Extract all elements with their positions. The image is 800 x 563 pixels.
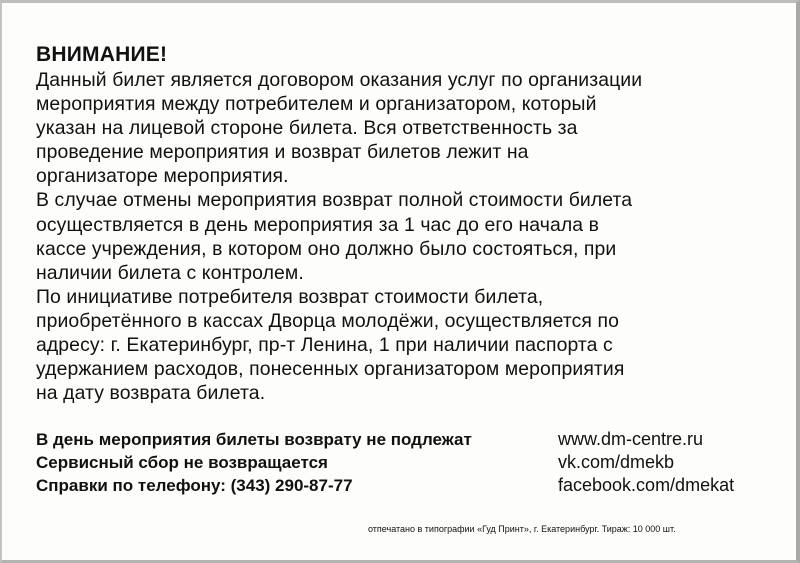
text-line: По инициативе потребителя возврат стоимости билета,	[36, 285, 544, 308]
text-line: указан на лицевой стороне билета. Вся ответственность за	[36, 117, 578, 140]
facebook-link[interactable]: facebook.com/dmekat	[558, 475, 735, 495]
website-link[interactable]: www.dm-centre.ru	[558, 429, 704, 449]
paragraph-cancellation	[36, 188, 766, 284]
text-line: кассе учреждения, в котором оно должно было состояться, при	[36, 237, 617, 260]
terms-text	[36, 68, 766, 405]
text-line: В случае отмены мероприятия возврат полной стоимости билета	[36, 189, 633, 212]
paragraph-refund	[36, 285, 766, 405]
text-line: мероприятия между потребителем и организатором, который	[36, 93, 597, 116]
text-line: удержанием расходов, понесенных организатором мероприятия	[36, 358, 625, 381]
text-line: Данный билет является договором оказания услуг по организации	[36, 69, 643, 91]
text-line: приобретённого в кассах Дворца молодёжи, осуществляется по	[36, 309, 619, 332]
note-service-fee: Сервисный сбор не возвращается	[36, 453, 328, 472]
note-phone: Справки по телефону: (343) 290-87-77	[36, 476, 353, 495]
text-line: на дату возврата билета.	[36, 382, 266, 405]
warning-title: ВНИМАНИЕ!	[36, 43, 168, 66]
print-info: отпечатано в типографии «Гуд Принт», г. Екатеринбург. Тираж: 10 000 шт.	[368, 524, 676, 534]
text-line: наличии билета с контролем.	[36, 261, 304, 284]
text-line: организаторе мероприятия.	[36, 165, 289, 188]
notes-block	[36, 428, 472, 497]
paragraph-contract	[36, 68, 766, 188]
text-line: адресу: г. Екатеринбург, пр-т Ленина, 1 при наличии паспорта с	[36, 334, 613, 357]
text-line: осуществляется в день мероприятия за 1 час до его начала в	[36, 213, 600, 236]
text-line: проведение мероприятия и возврат билетов лежит на	[36, 141, 529, 164]
vk-link[interactable]: vk.com/dmekb	[558, 452, 675, 472]
note-no-refund: В день мероприятия билеты возврату не подлежат	[36, 430, 472, 449]
links-block	[558, 428, 734, 497]
